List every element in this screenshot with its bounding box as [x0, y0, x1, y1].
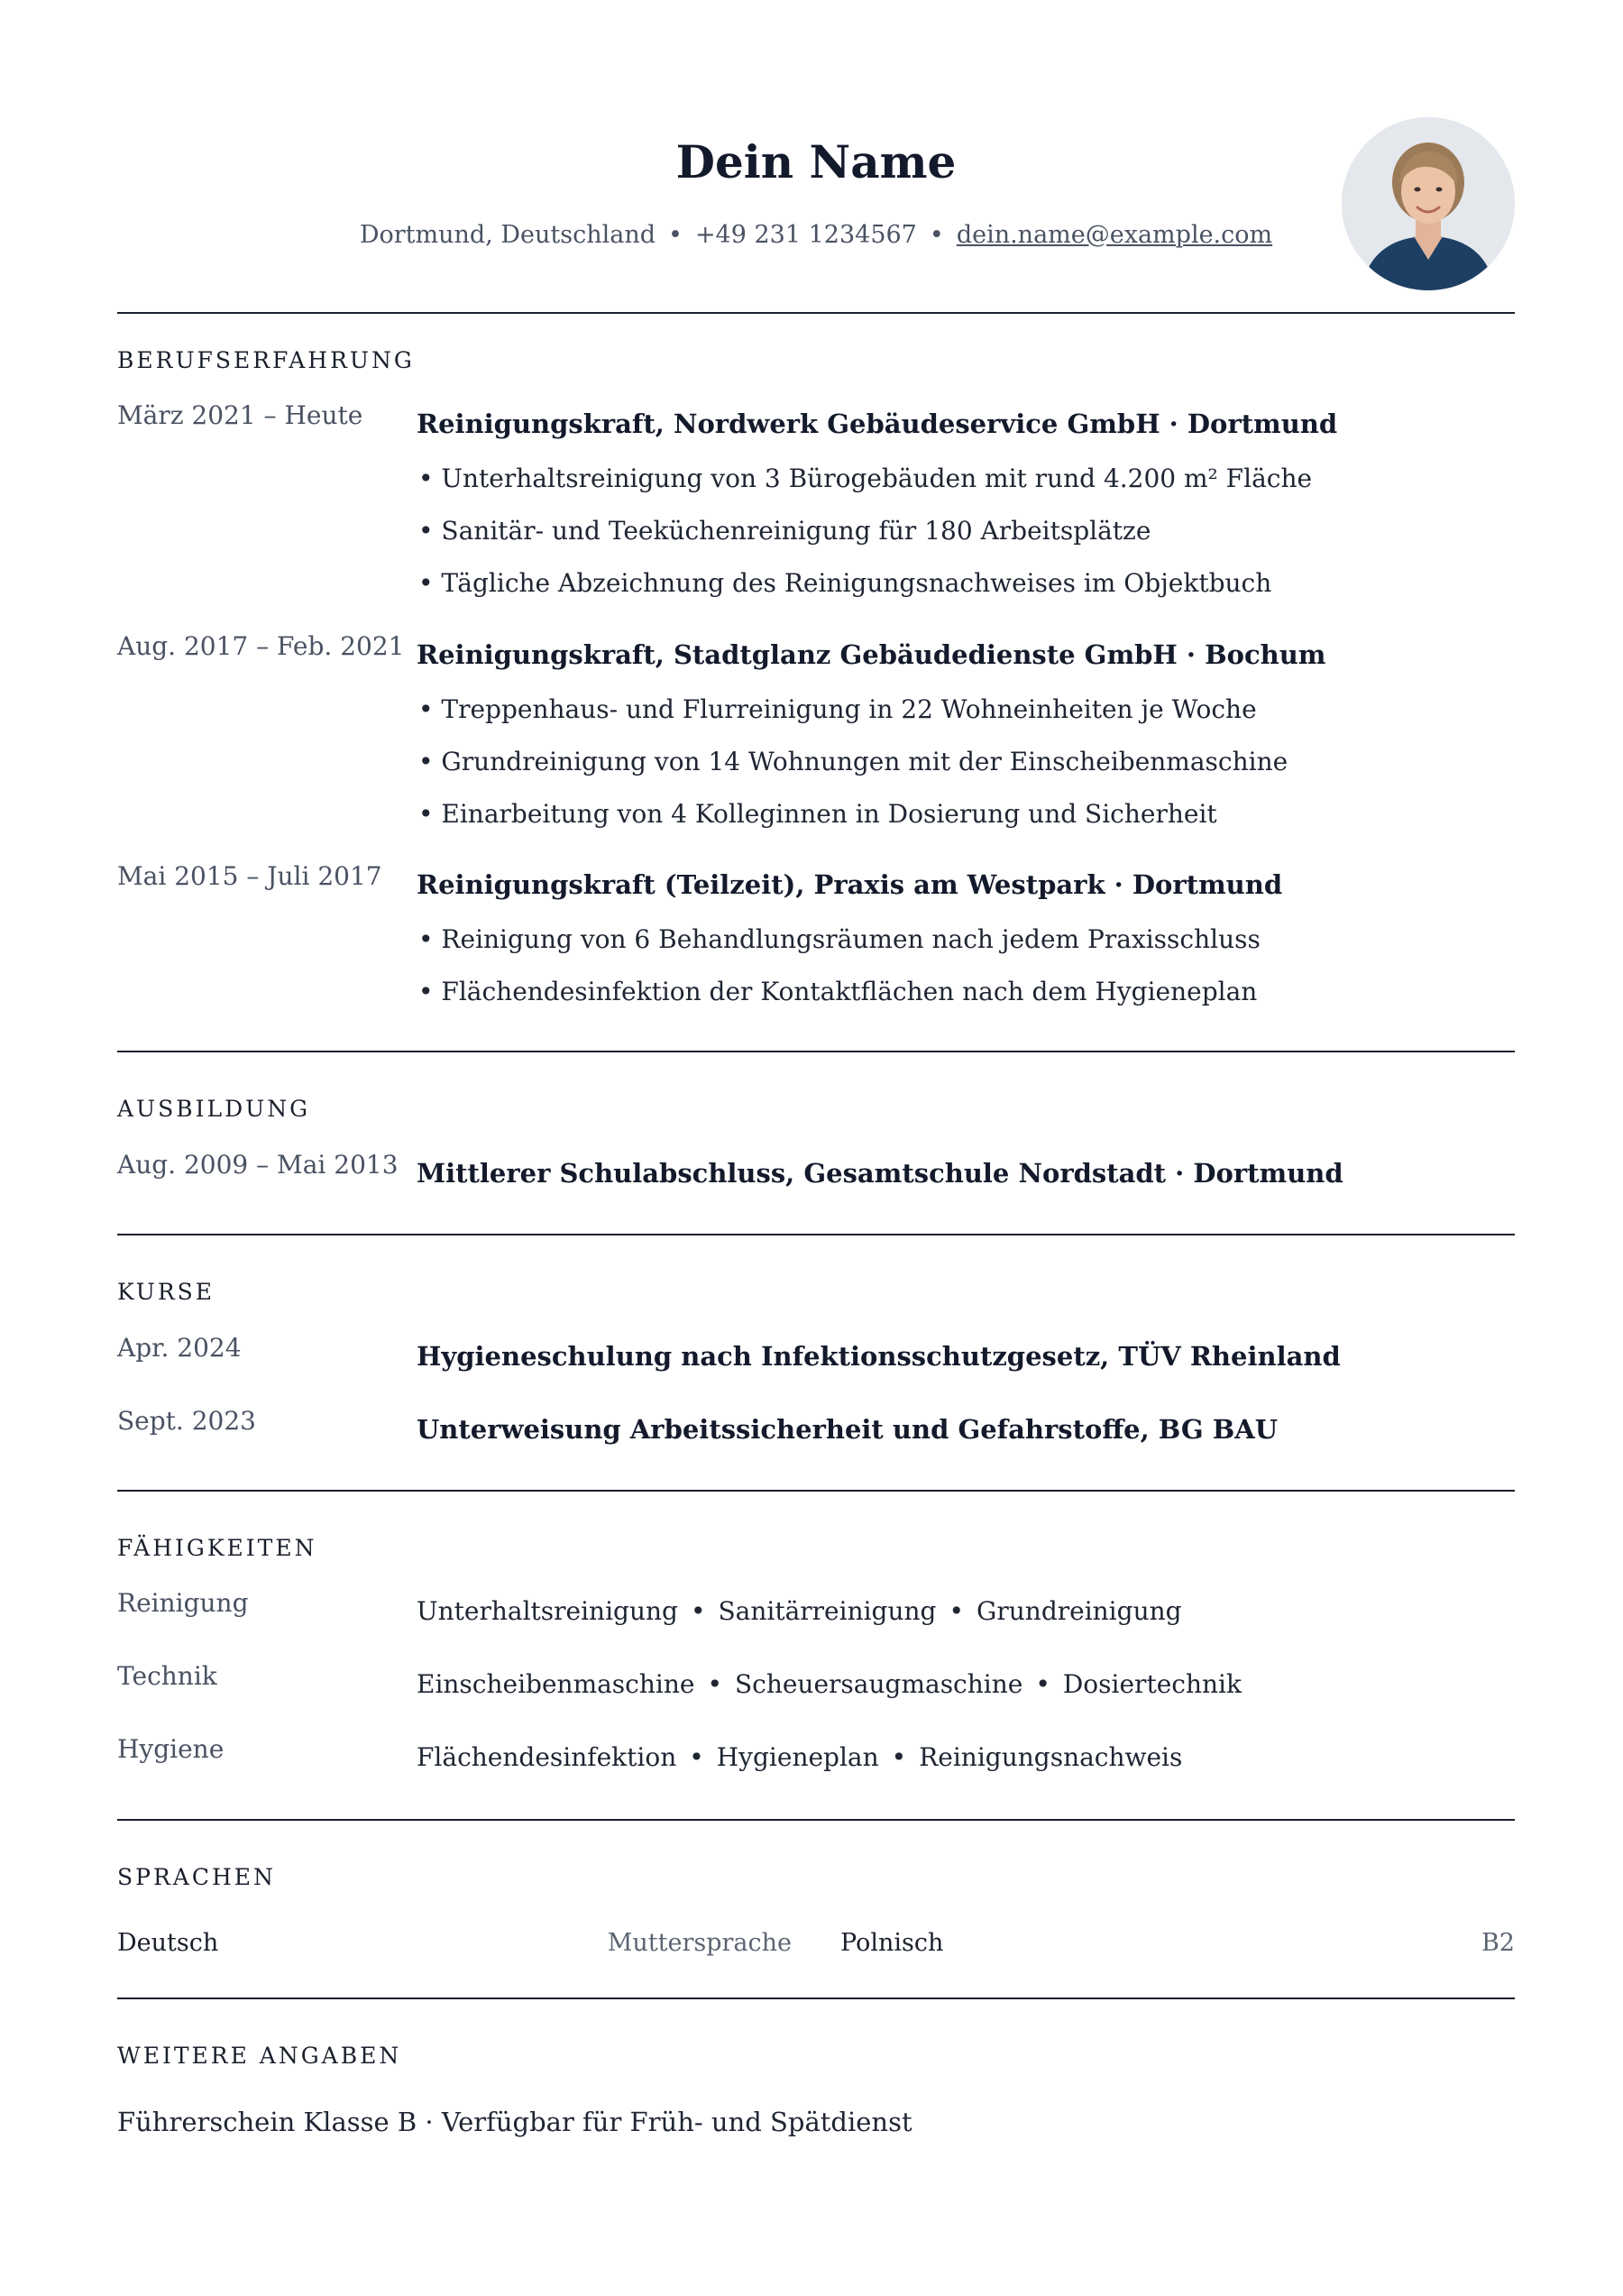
language-name: Polnisch — [840, 1929, 944, 1957]
skill-item: Scheuersaugmaschine — [734, 1669, 1023, 1699]
skill-separator: • — [689, 1742, 704, 1772]
skill-item: Hygieneplan — [716, 1742, 879, 1772]
section-divider — [117, 1490, 1515, 1492]
section-title-languages: SPRACHEN — [117, 1864, 276, 1890]
job-bullet: • Reinigung von 6 Behandlungsräumen nach jedem Praxisschluss — [418, 924, 1261, 954]
contact-line — [117, 221, 1515, 249]
section-divider — [117, 1819, 1515, 1821]
job-bullet: • Sanitär- und Teeküchenreinigung für 180 Arbeitsplätze — [418, 516, 1151, 546]
skill-item: Unterhaltsreinigung — [417, 1596, 678, 1626]
job-role: Reinigungskraft, Stadtglanz Gebäudedienste GmbH · Bochum — [417, 639, 1326, 670]
job-role: Reinigungskraft (Teilzeit), Praxis am Westpark · Dortmund — [417, 869, 1283, 900]
language-level: Muttersprache — [607, 1929, 792, 1957]
course-date: Sept. 2023 — [117, 1406, 256, 1436]
job-role: Reinigungskraft, Nordwerk Gebäudeservice GmbH · Dortmund — [417, 409, 1338, 439]
person-name: Dein Name — [675, 135, 957, 188]
skill-separator: • — [707, 1669, 722, 1699]
contact-separator: • — [929, 221, 944, 249]
skill-group-label: Hygiene — [117, 1734, 225, 1764]
section-title-other: WEITERE ANGABEN — [117, 2043, 402, 2069]
portrait-illustration — [1342, 117, 1515, 290]
email-link[interactable]: dein.name@example.com — [956, 221, 1273, 249]
job-bullet: • Flächendesinfektion der Kontaktflächen nach dem Hygieneplan — [418, 977, 1258, 1006]
skill-item: Sanitärreinigung — [718, 1596, 937, 1626]
section-title-experience: BERUFSERFAHRUNG — [117, 347, 415, 373]
location-text: Dortmund, Deutschland — [359, 221, 656, 249]
skill-group-label: Reinigung — [117, 1588, 249, 1618]
section-title-education: AUSBILDUNG — [117, 1096, 311, 1122]
job-bullet: • Tägliche Abzeichnung des Reinigungsnachweises im Objektbuch — [418, 568, 1272, 598]
skill-group-items — [417, 1596, 1182, 1626]
education-degree: Mittlerer Schulabschluss, Gesamtschule Nordstadt · Dortmund — [417, 1158, 1343, 1189]
job-bullet: • Einarbeitung von 4 Kolleginnen in Dosierung und Sicherheit — [418, 799, 1217, 829]
language-name: Deutsch — [117, 1929, 219, 1957]
section-title-courses: KURSE — [117, 1279, 215, 1305]
course-name: Unterweisung Arbeitssicherheit und Gefahrstoffe, BG BAU — [417, 1414, 1279, 1445]
other-details: Führerschein Klasse B · Verfügbar für Früh- und Spätdienst — [117, 2107, 912, 2137]
phone-text: +49 231 1234567 — [694, 221, 917, 249]
profile-photo — [1342, 117, 1515, 290]
skill-group-label: Technik — [117, 1661, 217, 1691]
job-date: Mai 2015 – Juli 2017 — [117, 861, 382, 891]
cv-header — [117, 0, 1515, 312]
skill-item: Einscheibenmaschine — [417, 1669, 695, 1699]
job-bullet: • Treppenhaus- und Flurreinigung in 22 Wohneinheiten je Woche — [418, 694, 1257, 724]
skill-separator: • — [690, 1596, 706, 1626]
skill-separator: • — [1035, 1669, 1050, 1699]
section-title-skills: FÄHIGKEITEN — [117, 1535, 317, 1561]
section-divider — [117, 1998, 1515, 1999]
section-divider — [117, 312, 1515, 314]
skill-separator: • — [949, 1596, 964, 1626]
course-name: Hygieneschulung nach Infektionsschutzgesetz, TÜV Rheinland — [417, 1341, 1341, 1372]
job-date: Aug. 2017 – Feb. 2021 — [117, 631, 405, 661]
job-date: März 2021 – Heute — [117, 400, 363, 430]
skill-item: Flächendesinfektion — [417, 1742, 677, 1772]
language-level: B2 — [1481, 1929, 1515, 1957]
skill-group-items — [417, 1669, 1242, 1699]
section-divider — [117, 1234, 1515, 1235]
contact-separator: • — [668, 221, 683, 249]
job-bullet: • Grundreinigung von 14 Wohnungen mit der Einscheibenmaschine — [418, 747, 1288, 776]
course-date: Apr. 2024 — [117, 1333, 242, 1363]
job-bullet: • Unterhaltsreinigung von 3 Bürogebäuden mit rund 4.200 m² Fläche — [418, 464, 1313, 493]
skill-group-items — [417, 1742, 1182, 1772]
skill-separator: • — [891, 1742, 907, 1772]
skill-item: Dosiertechnik — [1062, 1669, 1242, 1699]
skill-item: Grundreinigung — [977, 1596, 1182, 1626]
education-date: Aug. 2009 – Mai 2013 — [117, 1150, 399, 1180]
section-divider — [117, 1051, 1515, 1052]
skill-item: Reinigungsnachweis — [919, 1742, 1183, 1772]
